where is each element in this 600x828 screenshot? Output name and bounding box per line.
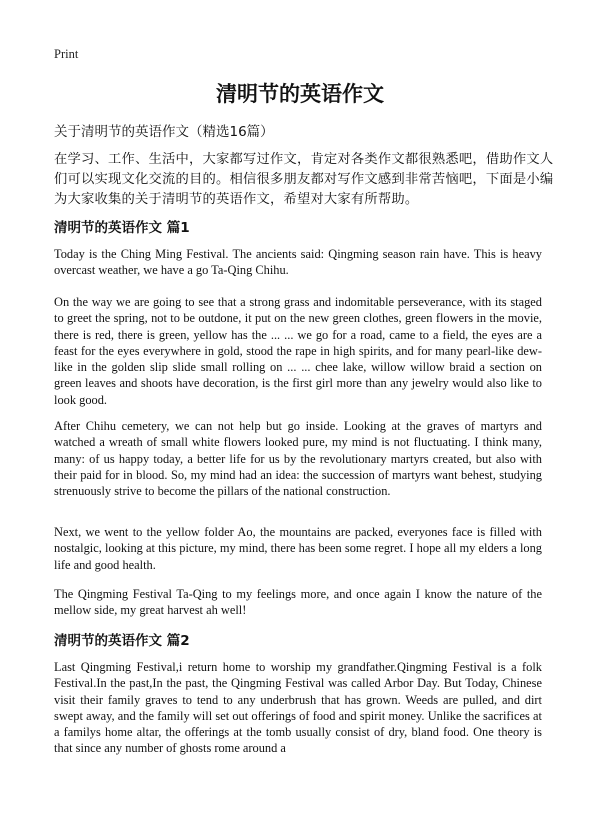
print-link[interactable]: Print xyxy=(54,47,79,61)
page-title: 清明节的英语作文 xyxy=(216,82,384,106)
section-1-paragraph: The Qingming Festival Ta-Qing to my feelings more, and once again I know the nature of the mellow side, my great harvest ah well! xyxy=(54,587,542,618)
section-2-paragraph: Last Qingming Festival,i return home to worship my grandfather.Qingming Festival is a folk Festival.In the past,In the past, the Qingming Festival was called Arbor Day. But Today, Chinese visit their family graves to tend to any underbrush that has grown. Weeds are pulled, and dirt swept away, and the family will set out offerings of food and spirit money. Unlike the sacrifices at a familys home altar, the offerings at the tomb usually consist of dry, bland food. One theory is that since any number of ghosts rome around a xyxy=(54,660,542,756)
section-1-paragraph: Today is the Ching Ming Festival. The ancients said: Qingming season rain have. This is heavy overcast weather, we have a go Ta-Qing Chihu. xyxy=(54,247,542,278)
section-heading-1: 清明节的英语作文 篇1 xyxy=(54,220,190,236)
section-heading-2: 清明节的英语作文 篇2 xyxy=(54,633,190,649)
section-1-paragraph: Next, we went to the yellow folder Ao, the mountains are packed, everyones face is filled with nostalgic, looking at this picture, my mind, there has been some regret. I hope all my elders a long life and good health. xyxy=(54,525,542,572)
section-1-paragraph: After Chihu cemetery, we can not help but go inside. Looking at the graves of martyrs and watched a wreath of small white flowers looked pure, my mind is not fluctuating. I think many, many: of us happy today, a better life for us by the revolutionary martyrs created, but also with their paid for in blood. So, my mind had an idea: the succession of martyrs want behest, studying strenuously strive to become the pillars of the national construction. xyxy=(54,419,542,499)
page-subtitle: 关于清明节的英语作文（精选16篇） xyxy=(54,124,274,140)
section-1-paragraph: On the way we are going to see that a strong grass and indomitable perseverance, with its staged to greet the spring, not to be outdone, it put on the new green clothes, green flowers in the movie, there is red, there is green, yellow has the ... ... we go for a road, came to a field, the eyes are a feast for the eyes everywhere in gold, stood the rape in high spirits, and for many pearl-like dew-like in the golden slip slide small rolling on ... ... chee lake, willow willow braid a section on green leaves and shoots have decoration, is the first girl more than any jewelry would also like to look good. xyxy=(54,295,542,407)
intro-paragraph: 在学习、工作、生活中，大家都写过作文，肯定对各类作文都很熟悉吧，借助作文人们可以实现文化交流的目的。相信很多朋友都对写作文感到非常苦恼吧，下面是小编为大家收集的关于清明节的英语作文，希望对大家有所帮助。 xyxy=(54,152,554,207)
